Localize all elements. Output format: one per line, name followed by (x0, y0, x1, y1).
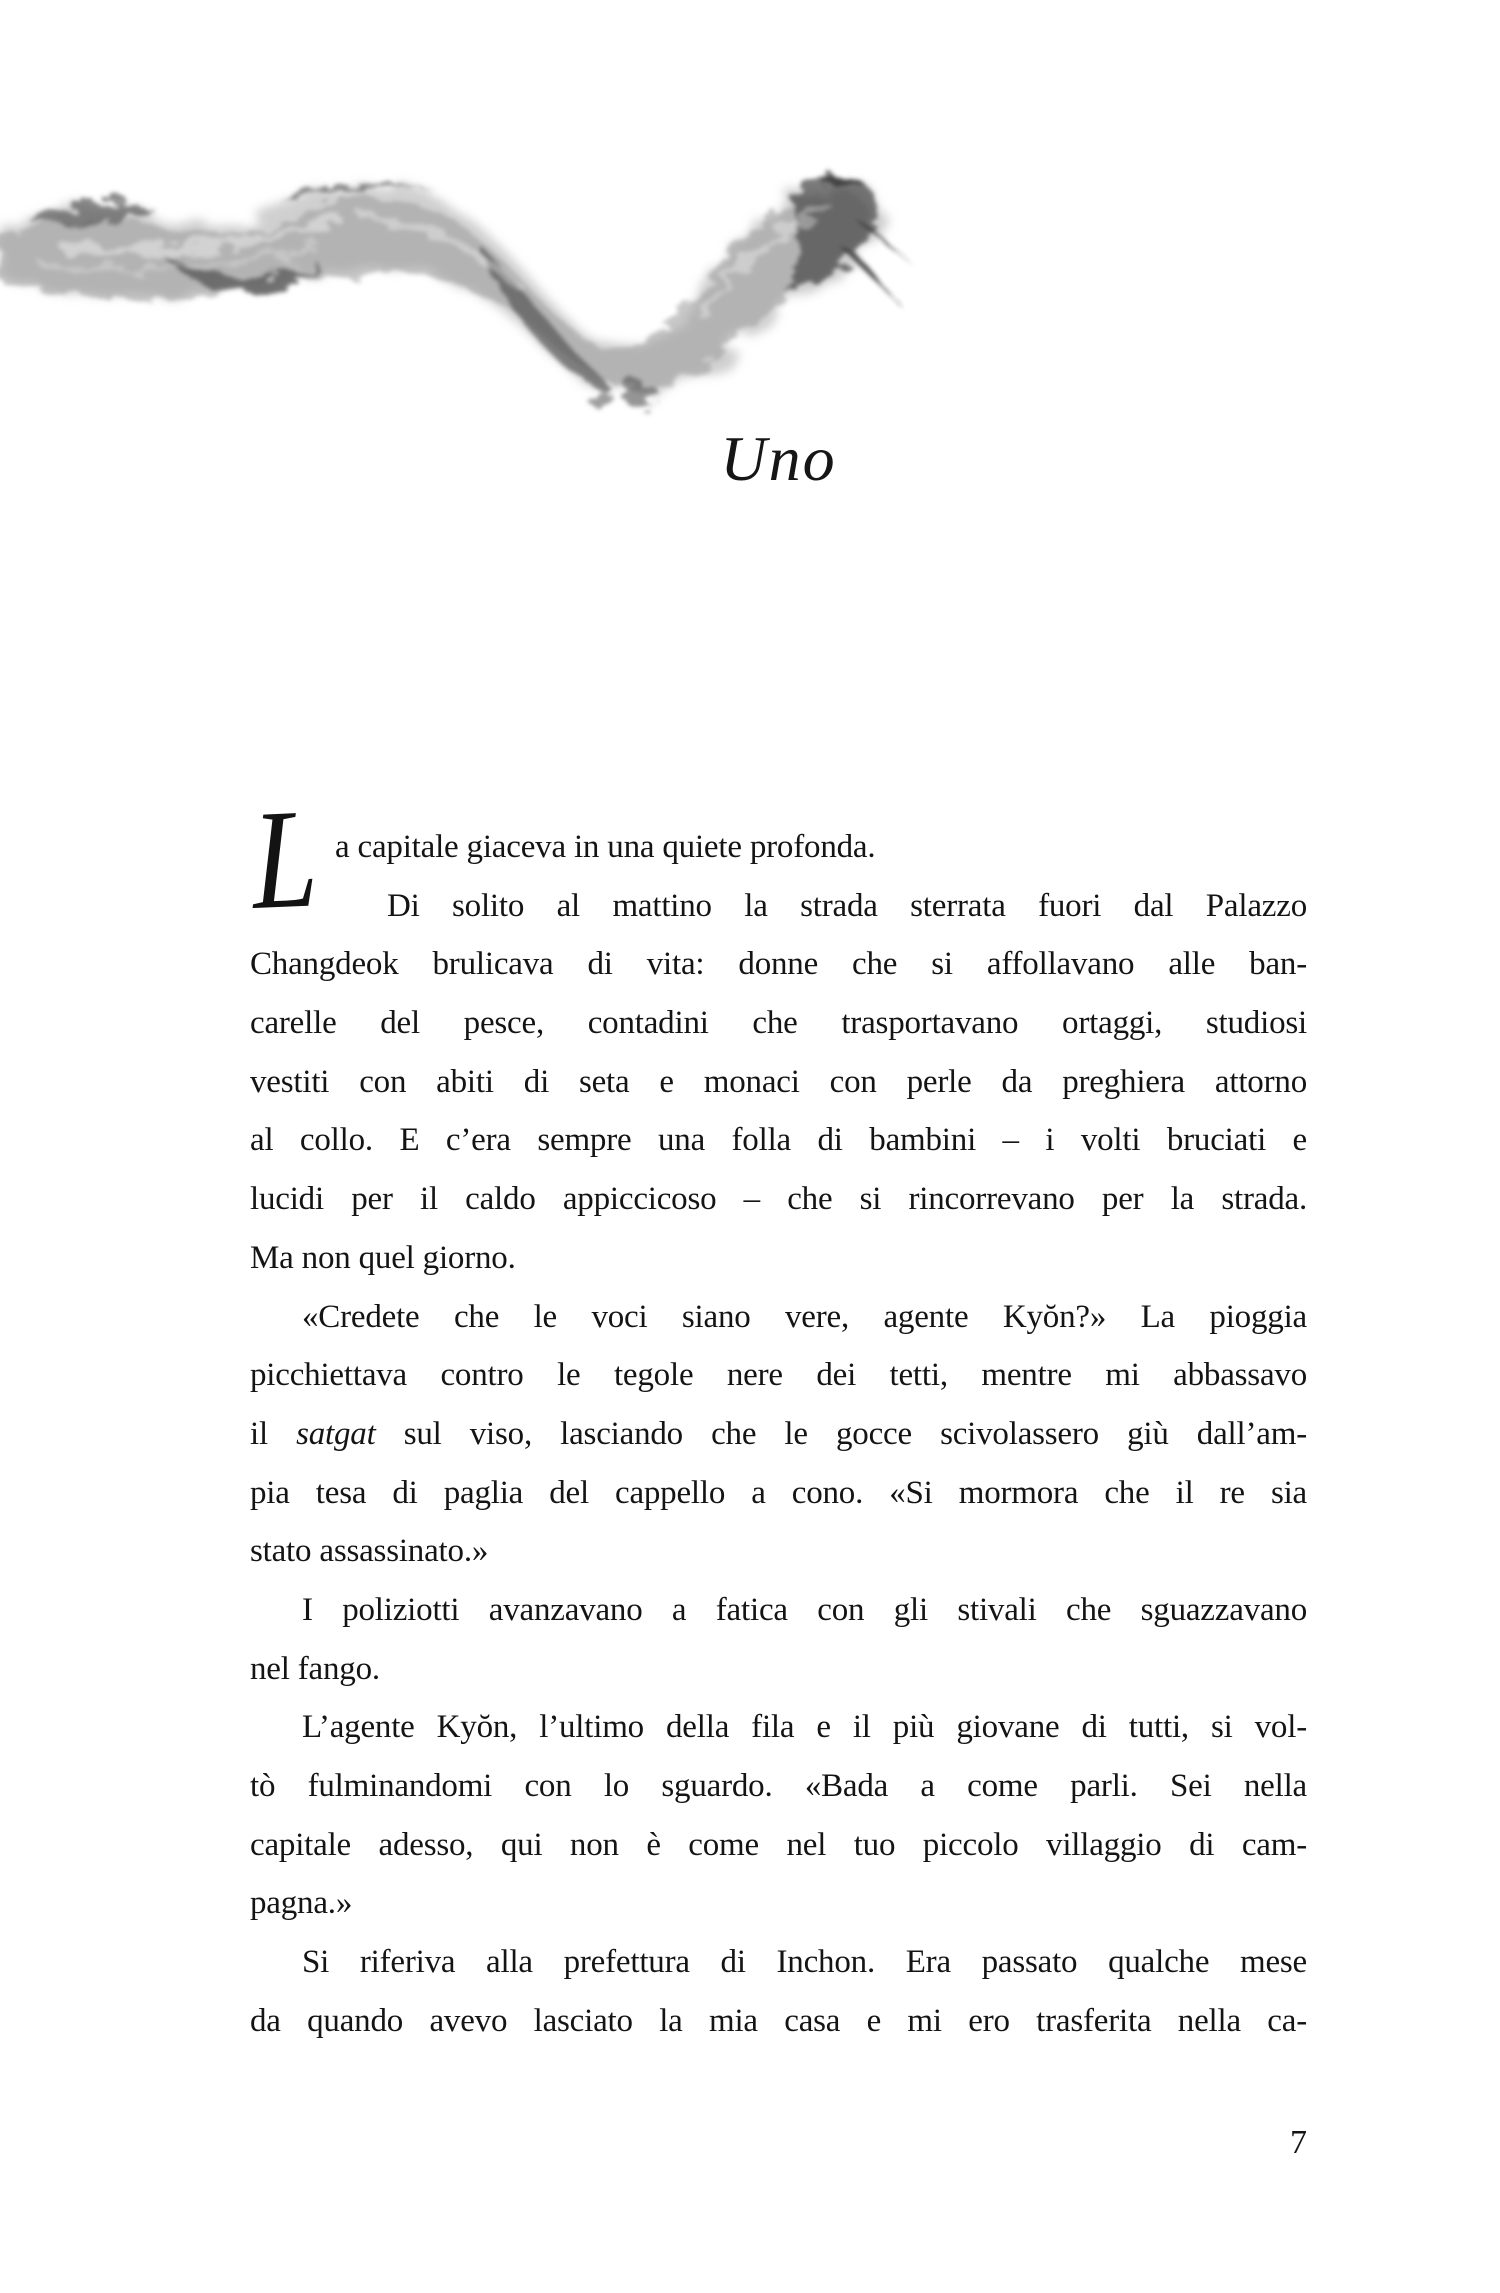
text-line (250, 1816, 1307, 1875)
text-line (250, 1405, 1307, 1464)
text-segment: da quando avevo lasciato la mia casa e mi ero trasferita nella ca- (250, 2002, 1307, 2039)
text-segment: Si riferiva alla prefettura di Inchon. Era passato qualche mese (302, 1944, 1307, 1981)
italic-term: satgat (296, 1415, 376, 1452)
text-line (250, 1874, 1307, 1933)
text-line (250, 1053, 1307, 1112)
text-line (335, 818, 1307, 877)
text-segment: pagna.» (250, 1885, 353, 1922)
text-line (335, 877, 1307, 936)
chapter-title: Uno (720, 423, 837, 494)
text-segment: sul viso, lasciando che le gocce scivolassero giù dall’am- (375, 1415, 1307, 1452)
text-segment: stato assassinato.» (250, 1533, 489, 1570)
text-segment: nel fango. (250, 1650, 380, 1687)
text-segment: L’agente Kyŏn, l’ultimo della fila e il più giovane di tutti, si vol- (302, 1709, 1307, 1746)
text-segment: capitale adesso, qui non è come nel tuo piccolo villaggio di cam- (250, 1826, 1307, 1863)
ink-brush-stroke-icon (0, 95, 920, 430)
text-segment: tò fulminandomi con lo sguardo. «Bada a come parli. Sei nella (250, 1768, 1307, 1804)
text-segment: «Credete che le voci siano vere, agente Kyŏn?» La pioggia (302, 1298, 1307, 1335)
text-segment: Di solito al mattino la strada sterrata fuori dal Palazzo (387, 887, 1307, 924)
text-line (250, 1522, 1307, 1581)
text-segment: al collo. E c’era sempre una folla di bambini – i volti bruciati e (250, 1122, 1307, 1159)
text-line (250, 1170, 1307, 1229)
text-segment: vestiti con abiti di seta e monaci con perle da preghiera attorno (250, 1063, 1307, 1100)
text-line (250, 1698, 1307, 1757)
text-line (250, 1757, 1307, 1816)
text-line (250, 1581, 1307, 1640)
text-segment: a capitale giaceva in una quiete profonda. (335, 829, 876, 865)
text-line (250, 1229, 1307, 1288)
page-number: 7 (1290, 2124, 1307, 2161)
text-segment: carelle del pesce, contadini che trasportavano ortaggi, studiosi (250, 1005, 1307, 1042)
text-segment: pia tesa di paglia del cappello a cono. «Si mormora che il re sia (250, 1474, 1307, 1511)
text-line (250, 1933, 1307, 1992)
text-segment: I poliziotti avanzavano a fatica con gli stivali che sguazzavano (302, 1591, 1307, 1628)
text-segment: il (250, 1415, 297, 1452)
text-segment: Ma non quel giorno. (250, 1239, 516, 1276)
text-line (250, 1640, 1307, 1699)
text-line (250, 1288, 1307, 1347)
text-line (250, 1464, 1307, 1523)
text-segment: picchiettava contro le tegole nere dei tetti, mentre mi abbassavo (250, 1357, 1307, 1394)
text-line (250, 1992, 1307, 2051)
text-segment: lucidi per il caldo appiccicoso – che si rincorrevano per la strada. (250, 1181, 1307, 1218)
drop-cap: L (250, 778, 320, 939)
text-line (250, 935, 1307, 994)
text-line (250, 1111, 1307, 1170)
text-line (250, 994, 1307, 1053)
body-text (250, 818, 1307, 2050)
text-line (250, 1346, 1307, 1405)
text-segment: Changdeok brulicava di vita: donne che si affollavano alle ban- (250, 946, 1307, 983)
